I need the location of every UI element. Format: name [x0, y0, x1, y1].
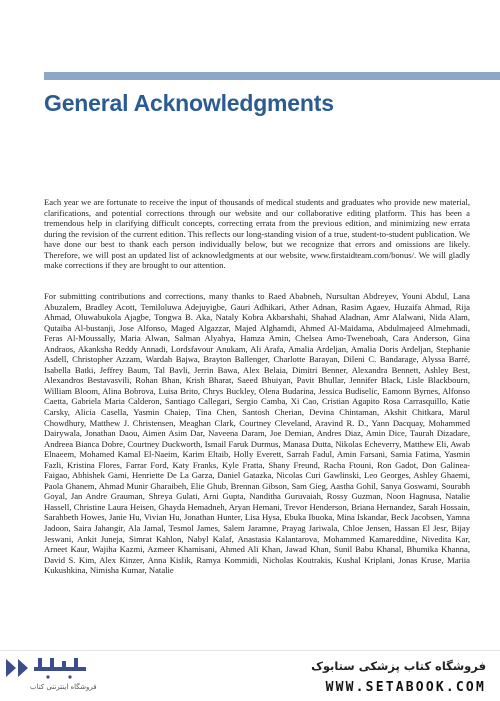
intro-paragraph: Each year we are fortunate to receive the input of thousands of medical students and graduates who provide new material, clarifications, and potential corrections through our website and our collaborative editing platform. This has been a tremendous help in clarifying difficult concepts, correcting errata from the previous edition, and minimizing new errata during the revision of the current edition. This reflects our long-standing vision of a true, student-to-student publication. We have done our best to thank each person individually below, but we recognize that errors and omissions are likely. Therefore, we will post an updated list of acknowledgments at our website, www.firstaidteam.com/bonus/. We will gladly make corrections if they are brought to our attention.: [44, 197, 470, 271]
page-title: General Acknowledgments: [44, 90, 334, 116]
setabook-logo: [4, 655, 88, 681]
contributors-paragraph: For submitting contributions and corrections, many thanks to Raed Ababneh, Nursultan Abdreyev, Youni Abdul, Lana Abuzalem, Bradley Acott, Temiloluwa Adejuyigbe, Gauri Adhikari, Ather Adnan, Rasim Agaev, Huzaifa Ahmad, Rija Ahmad, Oluwabukola Ajagbe, Tongwa B. Aka, Nataly Kobra Akbarshahi, Shahad Aladnan, Amr Alalwani, Nida Alam, Qutaiba Al-bustanji, Jose Alfonso, Maged Algazzar, Majed Alghamdi, Ahmed Al-Maidama, Abdulmajeed Almehmadi, Feras Al-Moussally, Maria Alwan, Salman Alyahya, Hamza Amin, Chelsea Amo-Tweneboah, Cara Anderson, Gina Andraos, Akanksha Reddy Annadi, Lordsfavour Anukam, Ali Arafa, Amalia Ardeljan, Amalia Doris Ardeljan, Stephanie Asdell, Christopher Azzam, Wardah Bajwa, Brayton Ballenger, Charlotte Barayan, Dileni C. Bandarage, Alyssa Barré, Isabella Batki, Jeffrey Baum, Tal Bavli, Jerrin Bawa, Alex Belaia, Dimitri Benner, Alexandra Bennett, Ashley Best, Alexandros Bestavasvili, Rohan Bhan, Krish Bharat, Saeed Bhuiyan, Pavit Bhullar, Jennifer Black, Lisle Blackbourn, William Bloom, Alina Bobrova, Luisa Brito, Chrys Buckley, Olena Budarina, Jessica Budiselic, Eamonn Byrnes, Alfonso Caetta, Gabriela Maria Calderon, Santiago Callegari, Sergio Camba, Xi Cao, Cristian Agapito Rosa Carrasquillo, Katie Carsky, Alicia Casella, Yasmin Chaiep, Tina Chen, Santosh Cherian, Devina Chintaman, Akshit Chitkara, Marul Chowdhury, Matthew J. Christensen, Meaghan Clark, Courtney Cleveland, Aravind R. D., Yann Dacquay, Mohammed Dairywala, Jonathan Daou, Aimen Asim Dar, Naveena Daram, Joe Demian, Andres Diaz, Amin Dice, Taurah Dizadare, Andreea Bianca Dobre, Courtney Duckworth, Ismail Faruk Durmus, Manasa Dutta, Nikolas Echeverry, Matthew Eli, Awab Elnaeem, Mohamed Kamal El-Naeim, Karim Eltaib, Holly Everett, Sarrah Fadul, Amin Farsani, Samia Fatima, Yasmin Fazli, Kristina Flores, Farrar Ford, Katy Franks, Kyle Fratta, Shany Freund, Racha Ftouni, Ron Gadot, Don Galinea-Faigao, Abhishek Gami, Henriette De La Garza, Daniel Gatazka, Nicolas Curi Gawlinski, Leo Georges, Ashley Ghaemi, Paola Ghanem, Ahmad Munir Gharaibeh, Elie Ghub, Brennan Gibson, Sam Gieg, Aastha Gohil, Sanya Goswami, Sourabh Goyal, Jan Andre Grauman, Shreya Gulati, Arni Gupta, Nanditha Guruvaiah, Rossy Guzman, Noon Hagnusa, Natalie Hassell, Christine Laura Heisen, Ghayda Hemadneh, Aryan Hemani, Trevor Henderson, Briana Hernandez, Sarah Hossain, Sarahbeth Howes, Janie Hu, Vivian Hu, Jonathan Hunter, Lisa Hysa, Ebuka Ibuoka, Mina Iskandar, Beck Jacobsen, Yamna Jadoon, Saira Jahangir, Ala Jamal, Tesmol James, Salem Jaramne, Prayag Jariwala, Chloe Jensen, Hassan El Jesr, Bijay Jeswani, Ankit Juneja, Simrat Kahlon, Nabyl Kalaf, Anastasia Kalantarova, Mohammed Kamareddine, Nivedita Kar, Arneet Kaur, Wajiha Kazmi, Azmeer Khamisani, Ahmed Ali Khan, Jawad Khan, Sunil Babu Khanal, Bhumika Khanna, David S. Kim, Alex Kinzer, Anna Kislik, Ramya Kommidi, Nicholas Koutrakis, Kushal Kriplani, Jonas Kruse, Mariia Kukushkina, Nimisha Kumar, Natalie: [44, 291, 470, 576]
logo-subtext: فروشگاه اینترنتی کتاب: [30, 683, 97, 691]
store-name: فروشگاه کتاب پزشکی ستابوک: [311, 659, 486, 673]
header-rule: [44, 72, 500, 80]
store-url: WWW.SETABOOK.COM: [325, 680, 486, 695]
watermark-footer: [0, 650, 500, 701]
